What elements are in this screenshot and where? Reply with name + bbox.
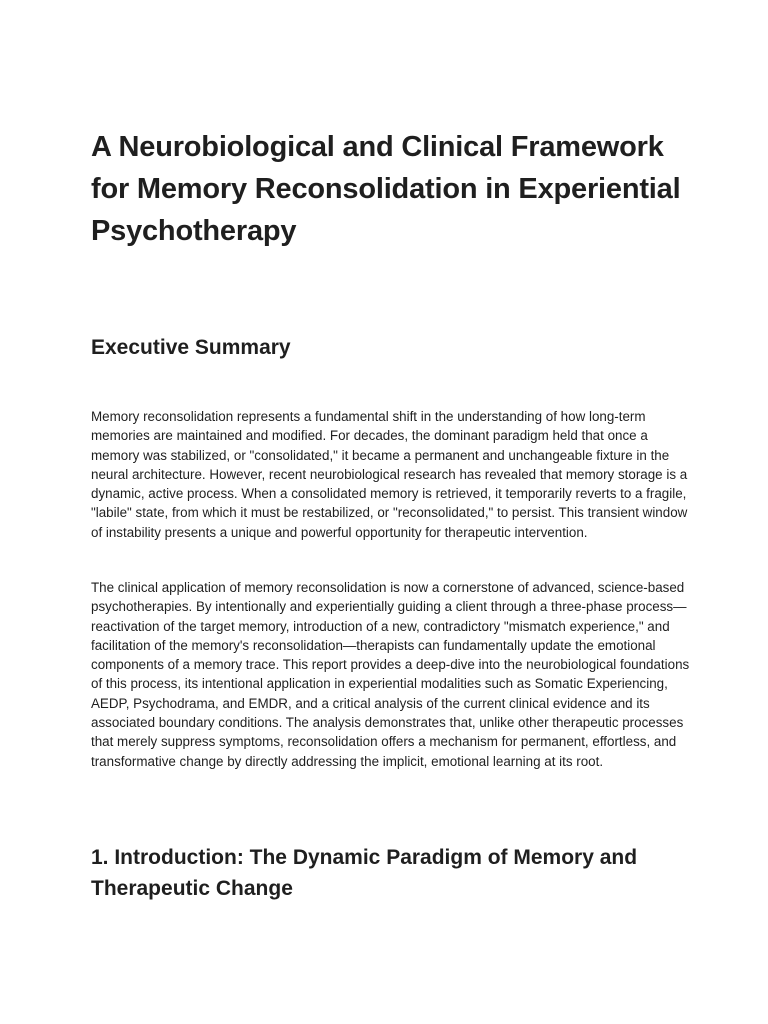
executive-summary-paragraph-1: Memory reconsolidation represents a fundamental shift in the understanding of how long-term memories are maintained and modified. For decades, the dominant paradigm held that once a memory was stabilized, or "consolidated," it became a permanent and unchangeable fixture in the neural architecture. However, recent neurobiological research has revealed that memory storage is a dynamic, active process. When a consolidated memory is retrieved, it temporarily reverts to a fragile, "labile" state, from which it must be restabilized, or "reconsolidated," to persist. This transient window of instability presents a unique and powerful opportunity for therapeutic intervention.	[91, 409, 688, 540]
executive-summary-paragraph-2: The clinical application of memory reconsolidation is now a cornerstone of advanced, science-based psychotherapies. By intentionally and experientially guiding a client through a three-phase process—reactivation of the target memory, introduction of a new, contradictory "mismatch experience," and facilitation of the memory's reconsolidation—therapists can fundamentally update the emotional components of a memory trace. This report provides a deep-dive into the neurobiological foundations of this process, its intentional application in experiential modalities such as Somatic Experiencing, AEDP, Psychodrama, and EMDR, and a critical analysis of the current clinical evidence and its associated boundary conditions. The analysis demonstrates that, unlike other therapeutic processes that merely suppress symptoms, reconsolidation offers a mechanism for permanent, effortless, and transformative change by directly addressing the implicit, emotional learning at its root.	[91, 580, 690, 769]
introduction-heading: 1. Introduction: The Dynamic Paradigm of Memory and Therapeutic Change	[91, 846, 638, 900]
executive-summary-heading: Executive Summary	[91, 336, 291, 359]
document-title: A Neurobiological and Clinical Framework for Memory Reconsolidation in Experiential Psychotherapy	[91, 131, 681, 247]
